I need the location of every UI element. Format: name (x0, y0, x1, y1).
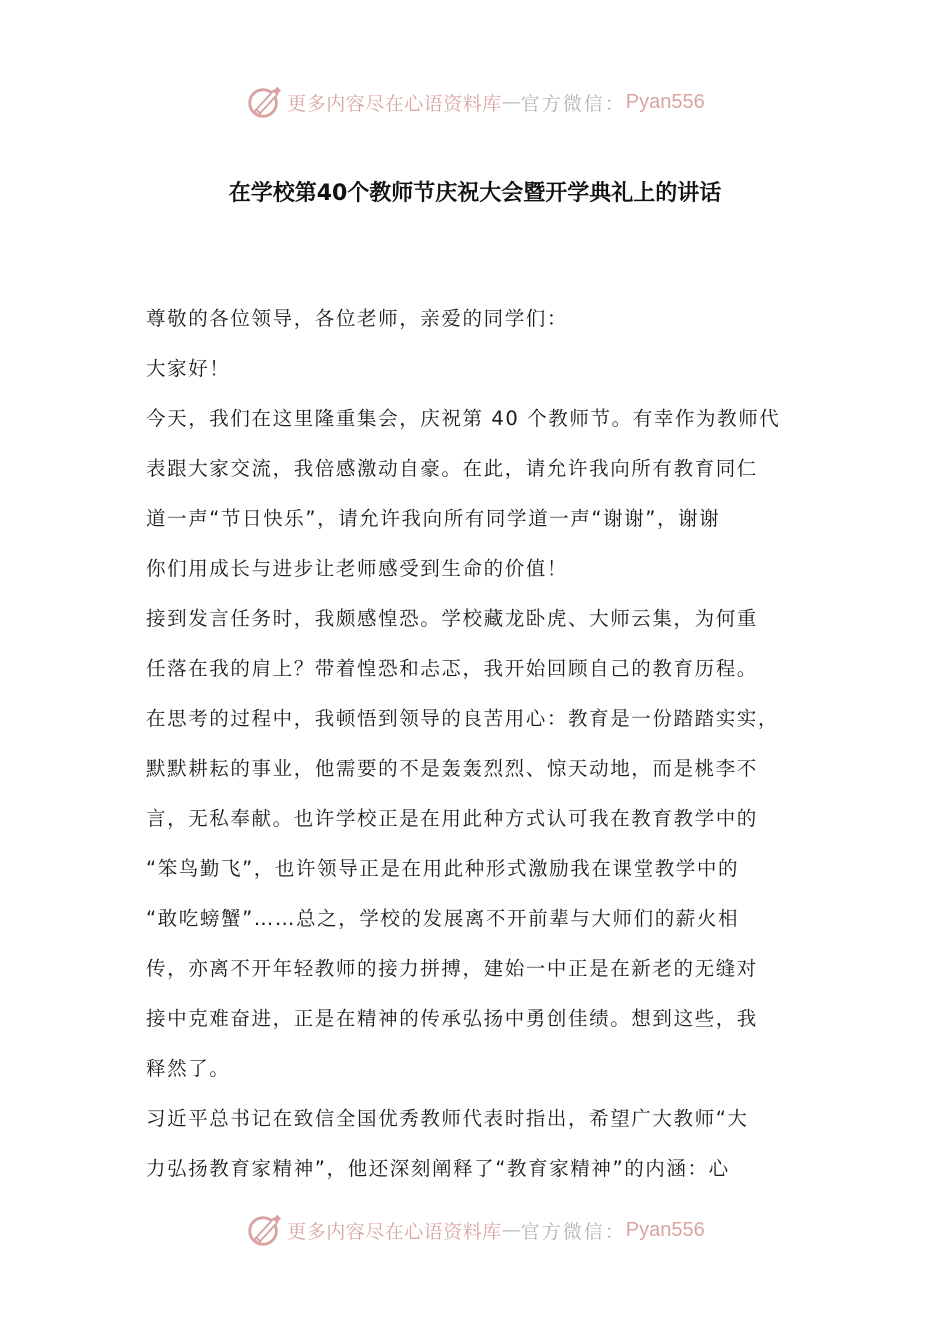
body-line: 释然了。 (146, 1057, 231, 1080)
body-line: 今天，我们在这里隆重集会，庆祝第 40 个教师节。有幸作为教师代 (146, 407, 781, 430)
body-line: 接中克难奋进，正是在精神的传承弘扬中勇创佳绩。想到这些，我 (146, 1007, 758, 1030)
body-line: 尊敬的各位领导，各位老师，亲爱的同学们： (146, 307, 569, 330)
watermark-wechat-id: Pyan556 (625, 1218, 705, 1241)
pen-logo-icon (245, 1211, 283, 1249)
pen-logo-icon (245, 83, 283, 121)
body-line: 默默耕耘的事业，他需要的不是轰轰烈烈、惊天动地，而是桃李不 (146, 757, 758, 780)
document-body (146, 294, 810, 1194)
watermark-separator: — (501, 91, 521, 113)
body-line: 习近平总书记在致信全国优秀教师代表时指出，希望广大教师“大 (146, 1107, 749, 1130)
watermark-brand: 更多内容尽在心语资料库 (287, 92, 502, 115)
watermark-brand: 更多内容尽在心语资料库 (287, 1220, 502, 1243)
footer-watermark (0, 1208, 950, 1252)
body-line: 任落在我的肩上？带着惶恐和忐忑，我开始回顾自己的教育历程。 (146, 657, 758, 680)
body-line: “笨鸟勤飞”，也许领导正是在用此种形式激励我在课堂教学中的 (146, 857, 740, 880)
body-line: 传，亦离不开年轻教师的接力拼搏，建始一中正是在新老的无缝对 (146, 957, 758, 980)
watermark-label: 官方微信： (520, 1220, 626, 1243)
watermark-wechat-id: Pyan556 (625, 90, 705, 113)
watermark-separator: — (501, 1219, 521, 1241)
body-line: 力弘扬教育家精神”，他还深刻阐释了“教育家精神”的内涵：心 (146, 1157, 730, 1180)
body-line: 表跟大家交流，我倍感激动自豪。在此，请允许我向所有教育同仁 (146, 457, 758, 480)
body-line: 接到发言任务时，我颇感惶恐。学校藏龙卧虎、大师云集，为何重 (146, 607, 758, 630)
header-watermark (0, 80, 950, 124)
watermark-label: 官方微信： (520, 92, 626, 115)
body-line: “敢吃螃蟹”……总之，学校的发展离不开前辈与大师们的薪火相 (146, 907, 740, 930)
document-title: 在学校第40个教师节庆祝大会暨开学典礼上的讲话 (228, 181, 722, 206)
body-line: 大家好！ (146, 357, 231, 380)
body-line: 道一声“节日快乐”，请允许我向所有同学道一声“谢谢”，谢谢 (146, 507, 721, 530)
body-line: 你们用成长与进步让老师感受到生命的价值！ (146, 557, 569, 580)
body-line: 在思考的过程中，我顿悟到领导的良苦用心：教育是一份踏踏实实， (146, 707, 780, 730)
body-line: 言，无私奉献。也许学校正是在用此种方式认可我在教育教学中的 (146, 807, 758, 830)
